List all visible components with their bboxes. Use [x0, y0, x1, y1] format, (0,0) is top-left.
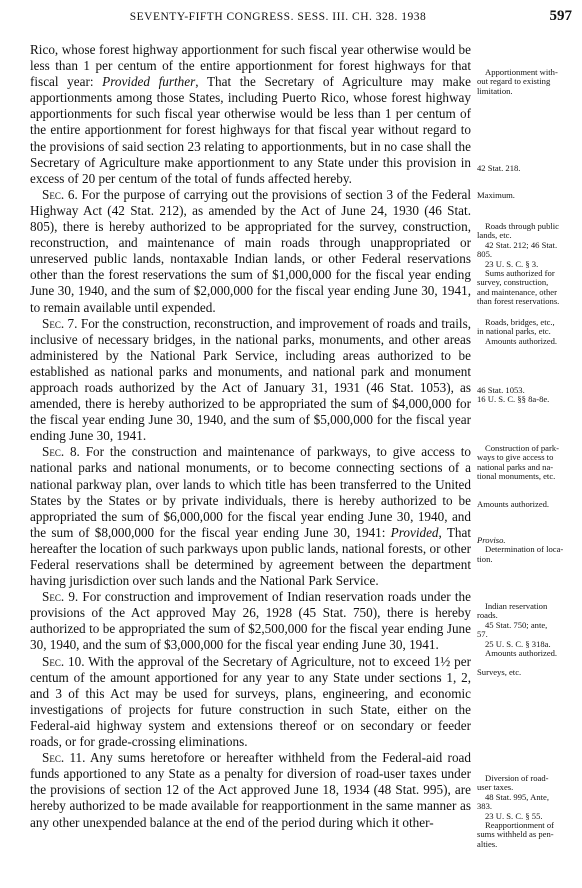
body-text: Rico, whose forest highway apportionment for such fiscal year otherwise would be less than 1 per centum of the entire apportionment for forest highways for that fiscal year: — [30, 42, 471, 90]
margin-note-line: ways to give access to — [477, 452, 554, 463]
margin-note-line: lands, etc. — [477, 230, 512, 241]
margin-note-line: survey, construction, — [477, 277, 549, 288]
italic-text: Provided further — [102, 74, 196, 90]
margin-note-42-stat-218 — [477, 164, 581, 173]
margin-note-diversion — [477, 774, 581, 849]
margin-note-line: in national parks, etc. — [477, 326, 551, 337]
margin-note-line: and maintenance, other — [477, 286, 557, 297]
section-heading: Sec. 11. — [42, 750, 86, 766]
body-text: For the purpose of carrying out the provisions of section 3 of the Federal Highway Act (42 Stat. 212), as amended by the Act of June 24, 1930 (46 Stat. 805), there is hereby authorized to be appropriated for the survey, construction, reconstruction, and maintenance of main roads through unappropriated or unreserved public lands, nontaxable Indian lands, or other Federal reservations other than the forest reservations the sum of $1,000,000 for the fiscal year ending June 30, 1940, and the sum of $2,000,000 for the fiscal year ending June 30, 1941, to remain available until expended. — [30, 186, 471, 315]
section-6 — [30, 187, 471, 316]
margin-note-line: roads. — [477, 610, 498, 621]
margin-note-line: 383. — [477, 801, 493, 812]
margin-note-line: user taxes. — [477, 782, 514, 793]
body-text: With the approval of the Secretary of Agriculture, not to exceed 1½ per centum of the amount apportioned for any year to any State under sections 1, 2, and 3 of this Act may be used for surveys, plans, engineering, and economic investigations of projects for future construction in such State, either on the Federal-aid highway system and extensions thereof or on secondary or feeder roads, or for grade-crossing eliminations. — [30, 653, 471, 750]
body-text: , That hereafter the location of such parkways upon public lands, national forests, or other Federal reservations shall be determined by agreement between the department having jurisdiction over such lands and the National Park Service. — [30, 524, 471, 589]
margin-note-amounts-authorized — [477, 500, 581, 509]
margin-note-parkways — [477, 444, 581, 482]
margin-note-line: 57. — [477, 629, 488, 640]
margin-note-line: limitation. — [477, 85, 513, 96]
paragraph-continuation — [30, 42, 471, 187]
section-8 — [30, 444, 471, 589]
running-head-title: SEVENTY-FIFTH CONGRESS. SESS. III. CH. 328. 1938 — [129, 11, 427, 23]
margin-note-line: Reapportionment of — [485, 820, 554, 831]
margin-note-line: tional monuments, etc. — [477, 471, 556, 482]
margin-note-line: sums withheld as pen- — [477, 829, 554, 840]
margin-note-proviso — [477, 536, 581, 564]
section-7 — [30, 316, 471, 445]
margin-note-line: Roads, bridges, etc., — [485, 317, 555, 327]
margin-note-surveys — [477, 668, 581, 677]
margin-note-national-parks — [477, 318, 581, 346]
margin-note-line: Amounts authorized. — [477, 499, 550, 509]
margin-note-line: alties. — [477, 838, 498, 849]
margin-note-line: Roads through public — [485, 221, 559, 231]
section-heading: Sec. 6. — [42, 186, 78, 202]
margin-note-line: national parks and na- — [477, 461, 554, 472]
margin-note-line: out regard to existing — [477, 76, 551, 87]
margin-note-line: tion. — [477, 553, 493, 564]
margin-note-line: Apportionment with- — [485, 67, 558, 77]
body-text: For construction and improvement of Indian reservation roads under the provisions of the Act approved May 26, 1928 (45 Stat. 750), there is hereby authorized to be appropriated the sum of $2,500,000 for the fiscal year ending June 30, 1940, and the sum of $3,000,000 for the fiscal year ending June 30, 1941. — [30, 589, 471, 653]
page-number: 597 — [549, 8, 572, 24]
margin-note-line: 48 Stat. 995, Ante, — [485, 791, 549, 802]
margin-note-line: 42 Stat. 212; 46 Stat. — [485, 239, 558, 250]
margin-note-line: Proviso. — [477, 535, 506, 545]
margin-note-line: 25 U. S. C. § 318a. — [485, 638, 551, 649]
main-text — [30, 42, 471, 831]
margin-note-line: Amounts authorized. — [485, 335, 558, 346]
section-heading: Sec. 9. — [42, 589, 79, 605]
body-text: For the construction, reconstruction, and improvement of roads and trails, inclusive of necessary bridges, in the national parks, monuments, and other areas administered by the National Park Service, including areas authorized to be established as national parks and monuments, and national park and monument approach roads authorized by the Act of January 31, 1931 (46 Stat. 1053), as amended, there is hereby authorized to be appropriated the sum of $4,000,000 for the fiscal year ending June 30, 1940, and the sum of $5,000,000 for the fiscal year ending June 30, 1941. — [30, 315, 471, 444]
margin-note-line: Maximum. — [477, 190, 515, 200]
body-text: For the construction and maintenance of parkways, to give access to national parks and national monuments, or to become connecting sections of a national parkway plan, over lands to which title has been transferred to the United States by the States or by private individuals, there is hereby authorized to be appropriated the sum of $6,000,000 for the fiscal year ending June 30, 1940, and the sum of $8,000,000 for the fiscal year ending June 30, 1941: — [30, 444, 471, 540]
margin-note-line: than forest reservations. — [477, 296, 560, 307]
section-heading: Sec. 10. — [42, 653, 85, 669]
margin-note-line: Amounts authorized. — [485, 648, 558, 659]
section-11 — [30, 750, 471, 830]
margin-note-apportionment — [477, 68, 581, 96]
body-text: , That the Secretary of Agriculture may make apportionments among those States, including Puerto Rico, whose forest highway apportionments for such fiscal year otherwise would be less than 1 per centum of the entire apportionment for forest highways for that fiscal year without regard to the provisions of said section 23 relating to apportionments, but in no case shall the Secretary of Agriculture make apportionment to any State under this provision in excess of 20 per centum of the total of funds affected hereby. — [30, 74, 472, 186]
margin-note-line: 23 U. S. C. § 55. — [485, 810, 543, 821]
section-10 — [30, 654, 471, 751]
italic-text: Provided — [390, 524, 439, 540]
margin-note-line: Indian reservation — [485, 601, 548, 611]
margin-note-line: Construction of park- — [485, 443, 559, 453]
section-heading: Sec. 7. — [42, 315, 78, 331]
margin-note-line: Sums authorized for — [485, 268, 555, 279]
margin-note-roads-public-lands — [477, 222, 581, 307]
margin-note-46-stat-1053 — [477, 386, 581, 405]
margin-note-line: 23 U. S. C. § 3. — [485, 258, 539, 269]
margin-note-line: 45 Stat. 750; ante, — [485, 619, 548, 630]
margin-note-line: 805. — [477, 249, 493, 260]
margin-note-line: Surveys, etc. — [477, 667, 522, 677]
section-9 — [30, 589, 471, 653]
section-heading: Sec. 8. — [42, 444, 80, 460]
margin-note-line: 16 U. S. C. §§ 8a-8e. — [477, 394, 550, 405]
margin-note-line: Diversion of road- — [485, 773, 549, 783]
margin-note-indian-roads — [477, 602, 581, 658]
margin-note-line: 42 Stat. 218. — [477, 163, 521, 173]
running-header — [0, 8, 582, 28]
body-text: Any sums heretofore or hereafter withheld from the Federal-aid road funds apportioned to any State as a penalty for diversion of road-user taxes under the provisions of section 12 of the Act approved June 18, 1934 (48 Stat. 995), are hereby authorized to be made available for reapportionment in the same manner as any other unexpended balance at the end of the period during which it other- — [30, 750, 471, 830]
margin-note-line: 46 Stat. 1053. — [477, 385, 525, 395]
margin-note-maximum — [477, 191, 581, 200]
margin-note-line: Determination of loca- — [485, 544, 564, 555]
